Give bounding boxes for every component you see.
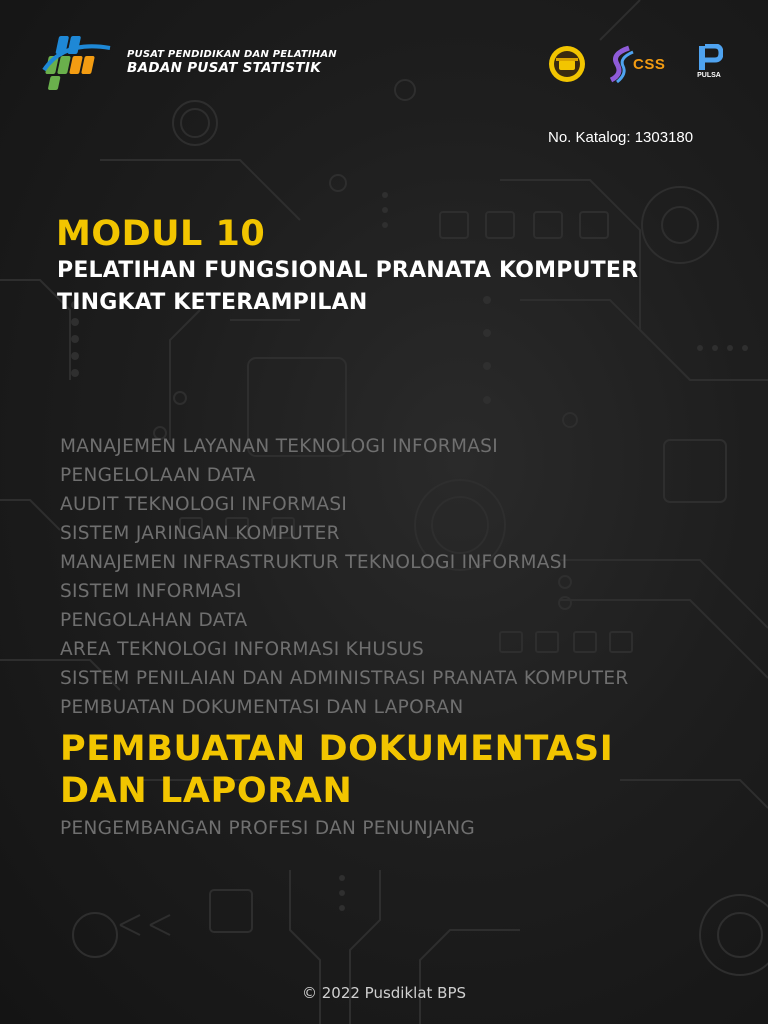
partner-logo-round — [546, 44, 588, 84]
topic-item: PEMBUATAN DOKUMENTASI DAN LAPORAN — [60, 697, 464, 718]
highlighted-topic-line-1: PEMBUATAN DOKUMENTASI — [60, 729, 614, 769]
pulsa-logo — [692, 44, 726, 84]
module-title: MODUL 10 — [56, 214, 266, 254]
pulsa-logo-mark — [695, 44, 723, 72]
organization-name — [127, 50, 337, 75]
topic-item: SISTEM INFORMASI — [60, 581, 242, 602]
css-logo-text: CSS — [633, 56, 666, 73]
subtitle-line-2: TINGKAT KETERAMPILAN — [57, 290, 368, 315]
topic-item: AREA TEKNOLOGI INFORMASI KHUSUS — [60, 639, 425, 660]
topic-item: MANAJEMEN LAYANAN TEKNOLOGI INFORMASI — [60, 436, 498, 457]
organization-line-1: PUSAT PENDIDIKAN DAN PELATIHAN — [127, 49, 337, 60]
topic-item-after: PENGEMBANGAN PROFESI DAN PENUNJANG — [60, 818, 476, 839]
css-logo — [607, 44, 675, 84]
topic-item: PENGOLAHAN DATA — [60, 610, 248, 631]
subtitle-line-1: PELATIHAN FUNGSIONAL PRANATA KOMPUTER — [57, 258, 639, 283]
copyright: © 2022 Pusdiklat BPS — [301, 984, 467, 1002]
topic-item: AUDIT TEKNOLOGI INFORMASI — [60, 494, 348, 515]
highlighted-topic-line-2: DAN LAPORAN — [60, 771, 353, 811]
topic-item: SISTEM PENILAIAN DAN ADMINISTRASI PRANATA KOMPUTER — [60, 668, 629, 689]
topic-item: PENGELOLAAN DATA — [60, 465, 256, 486]
catalog-number: No. Katalog: 1303180 — [548, 129, 694, 146]
topic-item: MANAJEMEN INFRASTRUKTUR TEKNOLOGI INFORMASI — [60, 552, 568, 573]
bps-logo — [40, 32, 120, 94]
organization-line-2: BADAN PUSAT STATISTIK — [127, 59, 322, 76]
pulsa-logo-text: PULSA — [697, 72, 721, 79]
topic-item: SISTEM JARINGAN KOMPUTER — [60, 523, 340, 544]
